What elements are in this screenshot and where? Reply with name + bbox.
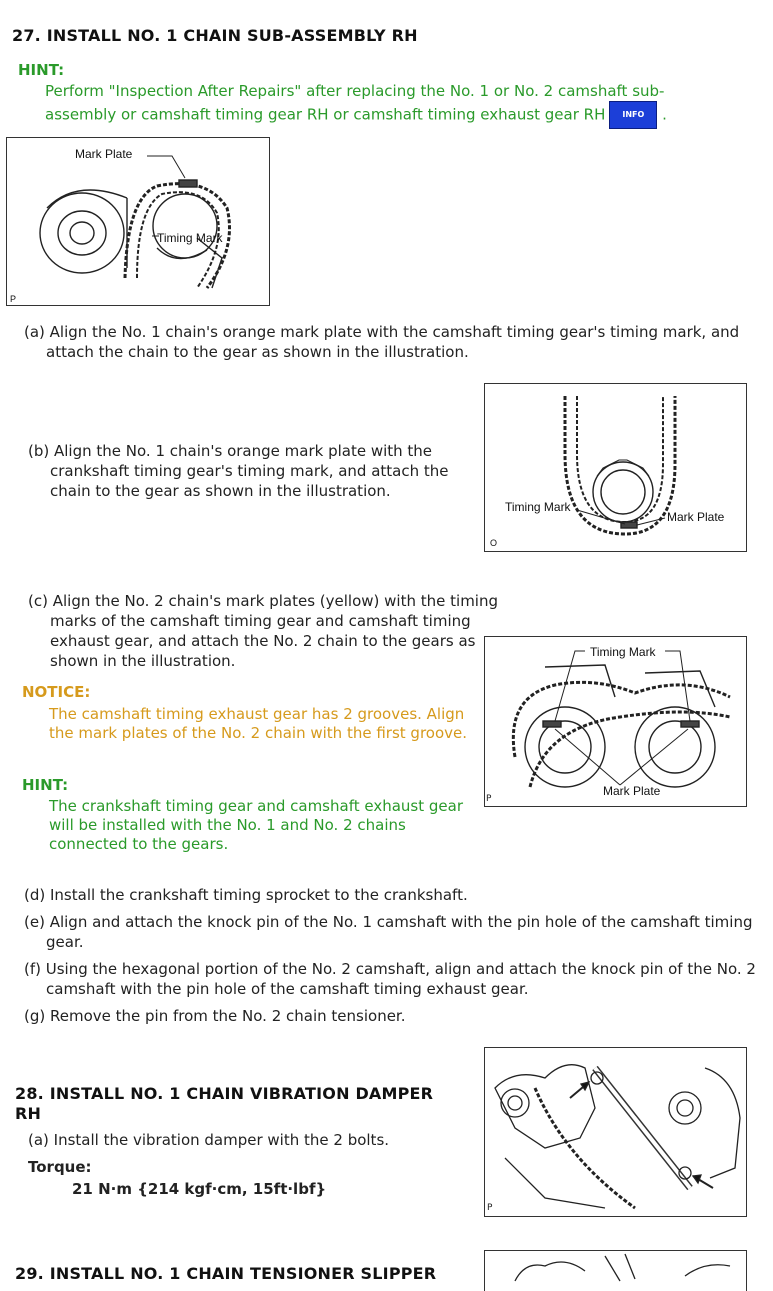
figure-4-corner-label: P — [487, 1203, 493, 1213]
figure-crankshaft-gear-mark-plate — [484, 383, 747, 552]
figure-3-mark-plate-label: Mark Plate — [603, 784, 661, 798]
hint-body: Perform "Inspection After Repairs" after replacing the No. 1 or No. 2 camshaft sub-assembly or camshaft timing gear RH or camshaft timing exhaust gear RH — [45, 82, 665, 124]
figure-5-illustration — [485, 1251, 746, 1291]
figure-1-illustration — [7, 138, 269, 305]
hint-end: . — [662, 105, 667, 124]
notice-label: NOTICE: — [22, 683, 91, 701]
step-27-sub-g: (g) Remove the pin from the No. 2 chain tensioner. — [24, 1007, 406, 1025]
figure-2-timing-mark-label: Timing Mark — [505, 500, 571, 514]
step-27-sub-d: (d) Install the crankshaft timing sprocket to the crankshaft. — [24, 886, 468, 904]
step-27-sub-e: (e) Align and attach the knock pin of the No. 1 camshaft with the pin hole of the camshaft timing gear. — [24, 913, 753, 951]
hint-label: HINT: — [18, 61, 65, 79]
step-27-sub-a: (a) Align the No. 1 chain's orange mark plate with the camshaft timing gear's timing mark, and attach the chain to the gear as shown in the illustration. — [24, 323, 740, 361]
hint-text — [45, 81, 735, 129]
hint-2-label: HINT: — [22, 776, 69, 794]
notice-text: The camshaft timing exhaust gear has 2 grooves. Align the mark plates of the No. 2 chain with the first groove. — [49, 705, 468, 742]
step-29-title: 29. INSTALL NO. 1 CHAIN TENSIONER SLIPPER — [15, 1264, 437, 1283]
torque-value: 21 N·m {214 kgf·cm, 15ft·lbf} — [72, 1180, 327, 1198]
figure-2-illustration — [485, 384, 746, 551]
figure-3-illustration — [485, 637, 746, 806]
step-28-sub-a: (a) Install the vibration damper with the 2 bolts. — [28, 1131, 390, 1149]
figure-1-timing-mark-label: Timing Mark — [157, 231, 223, 245]
figure-vibration-damper — [484, 1047, 747, 1217]
figure-camshaft-gear-mark-plate — [6, 137, 270, 306]
figure-2-corner-label: O — [490, 538, 498, 548]
step-27-title: 27. INSTALL NO. 1 CHAIN SUB-ASSEMBLY RH — [12, 26, 418, 45]
figure-4-illustration — [485, 1048, 746, 1216]
step-27-sub-c: (c) Align the No. 2 chain's mark plates (yellow) with the timing marks of the camshaft timing gear and camshaft timing exhaust gear, and attach the No. 2 chain to the gears as shown in the illustration. — [28, 592, 498, 670]
figure-1-corner-label: P — [10, 294, 17, 304]
figure-1-mark-plate-label: Mark Plate — [75, 147, 133, 161]
hint-2-text: The crankshaft timing gear and camshaft exhaust gear will be installed with the No. 1 and No. 2 chains connected to the gears. — [49, 797, 463, 853]
figure-3-timing-mark-label: Timing Mark — [590, 645, 656, 659]
info-link-button[interactable]: INFO — [609, 101, 657, 129]
figure-2-mark-plate-label: Mark Plate — [667, 510, 725, 524]
step-28-title: 28. INSTALL NO. 1 CHAIN VIBRATION DAMPER RH — [15, 1084, 434, 1123]
figure-3-corner-label: P — [486, 794, 492, 804]
figure-tensioner-slipper — [484, 1250, 747, 1291]
step-27-sub-b: (b) Align the No. 1 chain's orange mark plate with the crankshaft timing gear's timing mark, and attach the chain to the gear as shown in the illustration. — [28, 442, 449, 500]
torque-label: Torque: — [28, 1158, 92, 1176]
figure-no2-chain-mark-plates — [484, 636, 747, 807]
step-27-sub-f: (f) Using the hexagonal portion of the No. 2 camshaft, align and attach the knock pin of the No. 2 camshaft with the pin hole of the camshaft timing exhaust gear. — [24, 960, 756, 998]
